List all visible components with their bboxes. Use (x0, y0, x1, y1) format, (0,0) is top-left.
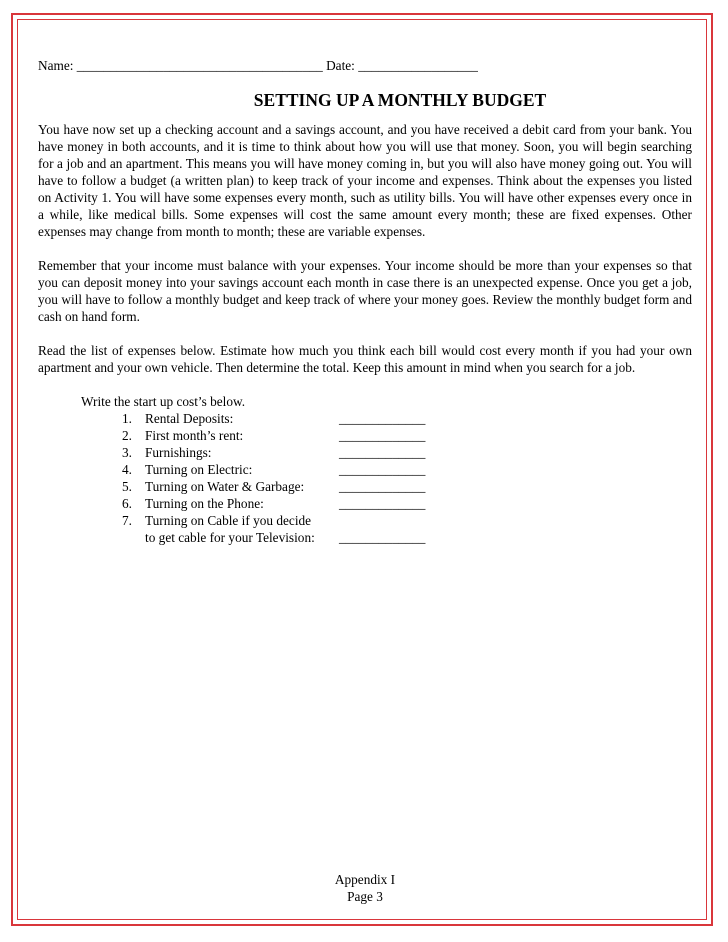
answer-blank[interactable]: _____________ (339, 496, 426, 511)
item-label: Turning on Electric: (145, 462, 253, 477)
answer-blank[interactable]: _____________ (339, 411, 426, 426)
list-item (122, 427, 692, 444)
item-label: Turning on the Phone: (145, 496, 264, 511)
paragraph-3: Read the list of expenses below. Estimate how much you think each bill would cost every month if you had your own apartment and your own vehicle. Then determine the total. Keep this amount in mind when you search for a job. (38, 343, 692, 375)
list-item (122, 444, 692, 461)
document-body (38, 57, 692, 546)
item-number: 4. (122, 462, 132, 477)
item-label: Furnishings: (145, 445, 212, 460)
answer-blank[interactable]: _____________ (339, 428, 426, 443)
item-label: First month’s rent: (145, 428, 244, 443)
paragraph-2: Remember that your income must balance with your expenses. Your income should be more than your expenses so that you can deposit money into your savings account each month in case there is an unexpected expense. Once you get a job, you will have to follow a monthly budget and keep track of where your money goes. Review the monthly budget form and cash on hand form. (38, 258, 692, 324)
item-label: Turning on Cable if you decide (145, 513, 312, 528)
list-intro: Write the start up cost’s below. (81, 394, 246, 409)
paragraph-1: You have now set up a checking account and a savings account, and you have received a debit card from your bank. You have money in both accounts, and it is time to think about how you will use that money. Soon, you will begin searching for a job and an apartment. This means you will have money coming in, but you will also have money going out. You will have to follow a budget (a written plan) to keep track of your income and expenses. Think about the expenses you listed on Activity 1. You will have some expenses every month, such as utility bills. You will have other expenses every once in a while, like medical bills. Some expenses will cost the same amount every month; these are fixed expenses. Other expenses may change from month to month; these are variable expenses. (38, 122, 692, 239)
page-number: Page 3 (347, 889, 383, 904)
answer-blank[interactable]: _____________ (339, 479, 426, 494)
answer-blank[interactable]: _____________ (339, 462, 426, 477)
item-number: 7. (122, 513, 132, 528)
item-number: 2. (122, 428, 132, 443)
page-footer (310, 871, 420, 905)
startup-cost-list (122, 410, 692, 546)
list-item (122, 461, 692, 478)
item-label: Rental Deposits: (145, 411, 234, 426)
name-date-line: Name: _____________________________________ Date: __________________ (38, 58, 478, 73)
answer-blank[interactable]: _____________ (339, 445, 426, 460)
list-item (122, 478, 692, 495)
item-number: 3. (122, 445, 132, 460)
answer-blank[interactable]: _____________ (339, 530, 426, 545)
document-title: SETTING UP A MONTHLY BUDGET (253, 90, 547, 110)
list-item-continuation (122, 529, 692, 546)
appendix-label: Appendix I (334, 872, 396, 887)
list-item (122, 410, 692, 427)
list-item (122, 495, 692, 512)
item-label: to get cable for your Television: (145, 530, 315, 545)
item-number: 6. (122, 496, 132, 511)
item-label: Turning on Water & Garbage: (145, 479, 305, 494)
item-number: 5. (122, 479, 132, 494)
list-item (122, 512, 692, 529)
item-number: 1. (122, 411, 132, 426)
